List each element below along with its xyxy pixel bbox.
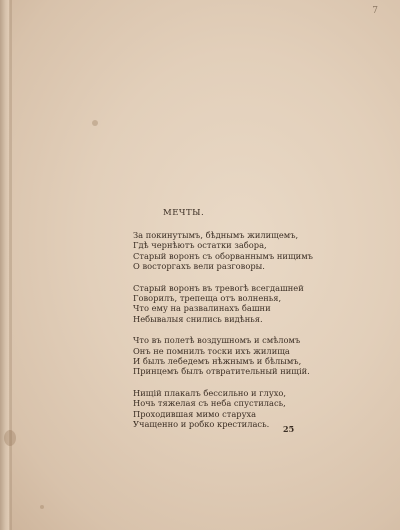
poem-line: Что ему на развалинахъ башни [133, 303, 271, 314]
poem-line: За покинутымъ, бѣднымъ жилищемъ, [133, 230, 299, 240]
stanza-1 [133, 230, 313, 272]
poem-line: Принцемъ былъ отвратительный нищій. [133, 366, 310, 377]
stanza-3 [133, 335, 313, 377]
poem-line: Учащенно и робко крестилась. [133, 419, 270, 430]
poem-line: Гдѣ чернѣютъ остатки забора, [133, 240, 267, 251]
poem-line: Небывалыя снились видѣнья. [133, 313, 263, 324]
poem-line: Ночь тяжелая съ неба спустилась, [133, 398, 286, 409]
poem-line: Проходившая мимо старуха [133, 408, 257, 419]
poem-title: МЕЧТЫ. [163, 208, 205, 218]
corner-mark: 7 [372, 6, 378, 16]
paper-stain [92, 120, 98, 126]
paper-stain [40, 505, 44, 509]
paper-stain [4, 430, 16, 446]
poem-line: О восторгахъ вели разговоры. [133, 261, 265, 272]
poem-line: Старый воронъ съ оборваннымъ нищимъ [133, 250, 313, 261]
poem-stanzas [133, 230, 313, 441]
poem-line: Нищій плакалъ бессильно и глухо, [133, 387, 287, 398]
page-binding-edge [0, 0, 10, 530]
poem-line: Говорилъ, трепеща отъ волненья, [133, 293, 282, 304]
poem-line: И былъ лебедемъ нѣжнымъ и бѣлымъ, [133, 356, 302, 367]
page-number: 25 [283, 424, 295, 434]
page-fold-line [10, 0, 12, 530]
poem-line: Онъ не помнилъ тоски ихъ жилища [133, 345, 290, 356]
poem-line: Что въ полетѣ воздушномъ и смѣломъ [133, 335, 301, 346]
stanza-2 [133, 283, 313, 325]
poem-line: Старый воронъ въ тревогѣ всегдашней [133, 282, 304, 293]
